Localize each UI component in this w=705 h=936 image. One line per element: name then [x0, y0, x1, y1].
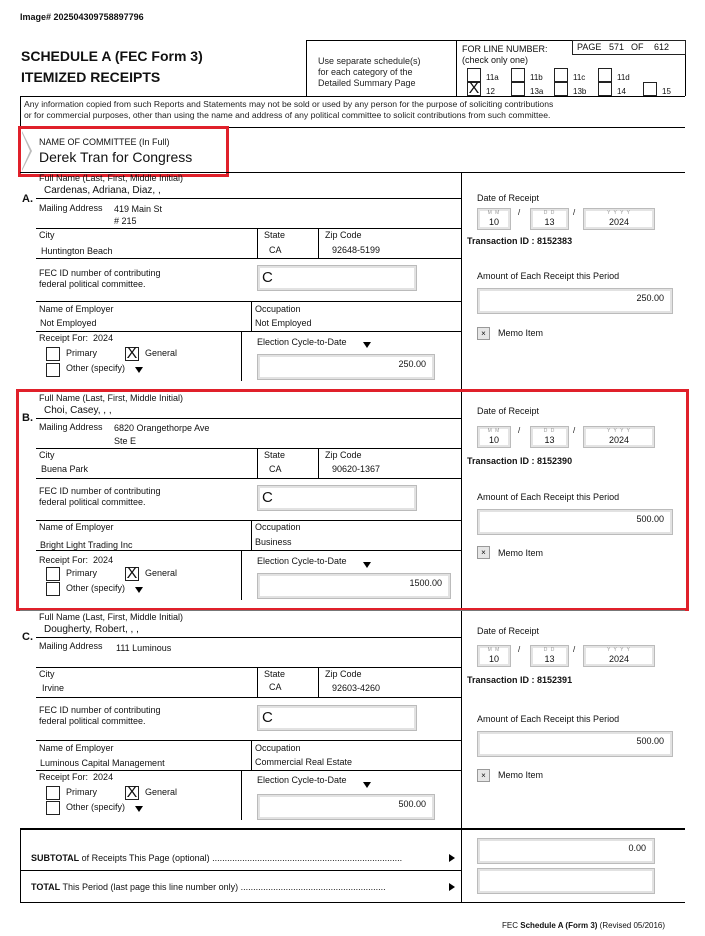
receipt-month-field[interactable]: M M 10: [477, 208, 511, 230]
amount-value: 500.00: [636, 736, 664, 746]
general-check-mark: X: [126, 565, 138, 582]
line-11a-label: 11a: [486, 73, 499, 82]
line-15-checkbox[interactable]: [643, 82, 657, 96]
receipt-year-field[interactable]: Y Y Y Y 2024: [583, 645, 655, 667]
amount-label: Amount of Each Receipt this Period: [477, 714, 620, 724]
amount-label: Amount of Each Receipt this Period: [477, 271, 620, 281]
full-name-label: Full Name (Last, First, Middle Initial): [39, 612, 184, 622]
general-label: General: [145, 568, 178, 578]
entry-letter: A.: [22, 193, 33, 205]
employer-label: Name of Employer: [39, 304, 114, 314]
city-label: City: [39, 669, 55, 679]
subtotal-value: 0.00: [628, 843, 646, 853]
amount-field[interactable]: [477, 731, 673, 757]
fec-id-field[interactable]: [257, 265, 417, 291]
employer-value: Bright Light Trading Inc: [40, 540, 133, 550]
memo-label: Memo Item: [498, 328, 544, 338]
amount-label: Amount of Each Receipt this Period: [477, 492, 620, 502]
state-label: State: [264, 669, 286, 679]
election-cycle-dropdown-icon[interactable]: [363, 342, 371, 348]
primary-label: Primary: [66, 348, 97, 358]
general-checkbox[interactable]: [125, 347, 139, 361]
city-value: Buena Park: [41, 464, 89, 474]
receipt-year-field[interactable]: Y Y Y Y 2024: [583, 426, 655, 448]
line-11d-checkbox[interactable]: [598, 68, 612, 82]
contributor-name: Choi, Casey, , ,: [44, 405, 112, 416]
election-cycle-label: Election Cycle-to-Date: [257, 556, 347, 566]
transaction-id: Transaction ID : 8152383: [467, 236, 573, 246]
zip-label: Zip Code: [325, 669, 362, 679]
occupation-value: Business: [255, 537, 292, 547]
election-cycle-field[interactable]: [257, 794, 435, 820]
receipt-day-field[interactable]: D D 13: [530, 645, 569, 667]
schedule-title: SCHEDULE A (FEC Form 3): [21, 48, 203, 64]
transaction-id: Transaction ID : 8152391: [467, 675, 573, 685]
subtotal-field[interactable]: [477, 838, 655, 864]
memo-check-mark: ×: [481, 771, 486, 780]
transaction-id: Transaction ID : 8152390: [467, 456, 573, 466]
fec-id-prefix: C: [262, 489, 273, 506]
full-name-label: Full Name (Last, First, Middle Initial): [39, 173, 184, 183]
city-value: Huntington Beach: [41, 246, 113, 256]
employer-label: Name of Employer: [39, 522, 114, 532]
page-number: 571: [609, 42, 625, 52]
usage-notice: Any information copied from such Reports and Statements may not be sold or used by any person for the purpose of soliciting contributions or for commercial purposes, other than using the name and address of any political committee to solicit contributions from such committee.: [24, 99, 554, 120]
zip-label: Zip Code: [325, 230, 362, 240]
total-field[interactable]: [477, 868, 655, 894]
memo-label: Memo Item: [498, 770, 544, 780]
zip-value: 92648-5199: [332, 245, 381, 255]
other-checkbox[interactable]: [46, 801, 60, 815]
line-11d-label: 11d: [617, 73, 630, 82]
primary-label: Primary: [66, 787, 97, 797]
entry-letter: B.: [22, 412, 33, 424]
fec-id-prefix: C: [262, 709, 273, 726]
amount-value: 250.00: [636, 293, 664, 303]
committee-name: Derek Tran for Congress: [39, 149, 193, 165]
other-label: Other (specify): [66, 802, 126, 812]
election-cycle-amount: 1500.00: [409, 578, 442, 588]
of-label: OF: [631, 42, 644, 52]
date-of-receipt-label: Date of Receipt: [477, 406, 540, 416]
image-id: Image# 202504309758897796: [20, 12, 144, 22]
line-12-checkbox[interactable]: [467, 82, 481, 96]
line-11c-label: 11c: [573, 73, 586, 82]
other-dropdown-icon[interactable]: [135, 367, 143, 373]
subtotal-arrow-icon: [449, 854, 455, 862]
occupation-label: Occupation: [255, 522, 301, 532]
line-number-label: FOR LINE NUMBER:: [462, 44, 548, 54]
occupation-value: Not Employed: [255, 318, 312, 328]
general-check-mark: X: [126, 345, 138, 362]
receipt-for-label: Receipt For: 2024: [39, 772, 114, 782]
election-cycle-label: Election Cycle-to-Date: [257, 775, 347, 785]
receipt-month-field[interactable]: M M 10: [477, 426, 511, 448]
committee-highlight: [18, 126, 229, 177]
line-11c-checkbox[interactable]: [554, 68, 568, 82]
memo-check-mark: ×: [481, 548, 486, 557]
other-dropdown-icon[interactable]: [135, 806, 143, 812]
employer-label: Name of Employer: [39, 743, 114, 753]
election-cycle-amount: 250.00: [398, 359, 426, 369]
election-cycle-field[interactable]: [257, 354, 435, 380]
general-checkbox[interactable]: [125, 786, 139, 800]
committee-label: NAME OF COMMITTEE (In Full): [39, 137, 170, 147]
fec-id-label: FEC ID number of contributing federal political committee.: [39, 486, 161, 507]
primary-label: Primary: [66, 568, 97, 578]
general-label: General: [145, 348, 178, 358]
zip-value: 92603-4260: [332, 683, 381, 693]
city-label: City: [39, 450, 55, 460]
employer-value: Not Employed: [40, 318, 97, 328]
page-total: 612: [654, 42, 670, 52]
election-cycle-label: Election Cycle-to-Date: [257, 337, 347, 347]
form-footer: FEC Schedule A (Form 3) (Revised 05/2016): [502, 921, 666, 930]
contributor-name: Cardenas, Adriana, Diaz, ,: [44, 185, 161, 196]
address-line-2: # 215: [114, 216, 137, 226]
total-arrow-icon: [449, 883, 455, 891]
state-value: CA: [269, 682, 282, 692]
memo-checkbox[interactable]: [477, 769, 490, 782]
mailing-address-label: Mailing Address: [39, 422, 103, 432]
city-label: City: [39, 230, 55, 240]
line-14-checkbox[interactable]: [598, 82, 612, 96]
line-14-label: 14: [617, 87, 626, 96]
entry-b-highlight: [16, 389, 689, 611]
date-of-receipt-label: Date of Receipt: [477, 626, 540, 636]
address-line-2: Ste E: [114, 436, 137, 446]
check-only-one: (check only one): [462, 55, 529, 65]
general-check-mark: X: [126, 784, 138, 801]
line-13a-label: 13a: [530, 87, 544, 96]
amount-value: 500.00: [636, 514, 664, 524]
schedule-subtitle: ITEMIZED RECEIPTS: [21, 69, 161, 85]
receipt-for-label: Receipt For: 2024: [39, 555, 114, 565]
memo-label: Memo Item: [498, 548, 544, 558]
occupation-label: Occupation: [255, 743, 301, 753]
address-line-1: 419 Main St: [114, 204, 163, 214]
address-line-1: 6820 Orangethorpe Ave: [114, 423, 210, 433]
state-value: CA: [269, 464, 282, 474]
amount-field[interactable]: [477, 288, 673, 314]
memo-check-mark: ×: [481, 329, 486, 338]
line-12-check-mark: X: [468, 80, 480, 97]
fec-id-label: FEC ID number of contributing federal political committee.: [39, 268, 161, 289]
mailing-address-label: Mailing Address: [39, 203, 103, 213]
separate-schedule-instructions: Use separate schedule(s) for each category of the Detailed Summary Page: [318, 56, 421, 88]
election-cycle-dropdown-icon[interactable]: [363, 782, 371, 788]
state-value: CA: [269, 245, 282, 255]
primary-checkbox[interactable]: [46, 347, 60, 361]
election-cycle-amount: 500.00: [398, 799, 426, 809]
other-label: Other (specify): [66, 583, 126, 593]
line-13b-label: 13b: [573, 87, 587, 96]
receipt-for-label: Receipt For: 2024: [39, 333, 114, 343]
occupation-label: Occupation: [255, 304, 301, 314]
subtotal-label: SUBTOTAL of Receipts This Page (optional) ............................................................................: [31, 853, 403, 863]
mailing-address-label: Mailing Address: [39, 641, 103, 651]
page-label: PAGE: [577, 42, 602, 52]
state-label: State: [264, 450, 286, 460]
receipt-year-field[interactable]: Y Y Y Y 2024: [583, 208, 655, 230]
general-label: General: [145, 787, 178, 797]
fec-id-prefix: C: [262, 269, 273, 286]
zip-label: Zip Code: [325, 450, 362, 460]
zip-value: 90620-1367: [332, 464, 381, 474]
memo-checkbox[interactable]: [477, 327, 490, 340]
receipt-day-field[interactable]: D D 13: [530, 426, 569, 448]
address-line-1: 111 Luminous: [116, 643, 172, 653]
line-15-label: 15: [662, 87, 671, 96]
city-value: Irvine: [42, 683, 65, 693]
date-of-receipt-label: Date of Receipt: [477, 193, 540, 203]
contributor-name: Dougherty, Robert, , ,: [44, 624, 139, 635]
line-11b-label: 11b: [530, 73, 543, 82]
receipt-day-field[interactable]: D D 13: [530, 208, 569, 230]
other-label: Other (specify): [66, 363, 126, 373]
line-12-label: 12: [486, 87, 495, 96]
full-name-label: Full Name (Last, First, Middle Initial): [39, 393, 184, 403]
employer-value: Luminous Capital Management: [40, 758, 165, 768]
fec-id-field[interactable]: [257, 705, 417, 731]
line-13a-checkbox[interactable]: [511, 82, 525, 96]
occupation-value: Commercial Real Estate: [255, 757, 353, 767]
other-checkbox[interactable]: [46, 363, 60, 377]
primary-checkbox[interactable]: [46, 786, 60, 800]
receipt-month-field[interactable]: M M 10: [477, 645, 511, 667]
line-13b-checkbox[interactable]: [554, 82, 568, 96]
state-label: State: [264, 230, 286, 240]
total-label: TOTAL This Period (last page this line number only) ..........................................................: [31, 882, 386, 892]
fec-id-label: FEC ID number of contributing federal political committee.: [39, 705, 161, 726]
entry-letter: C.: [22, 631, 33, 643]
line-11b-checkbox[interactable]: [511, 68, 525, 82]
